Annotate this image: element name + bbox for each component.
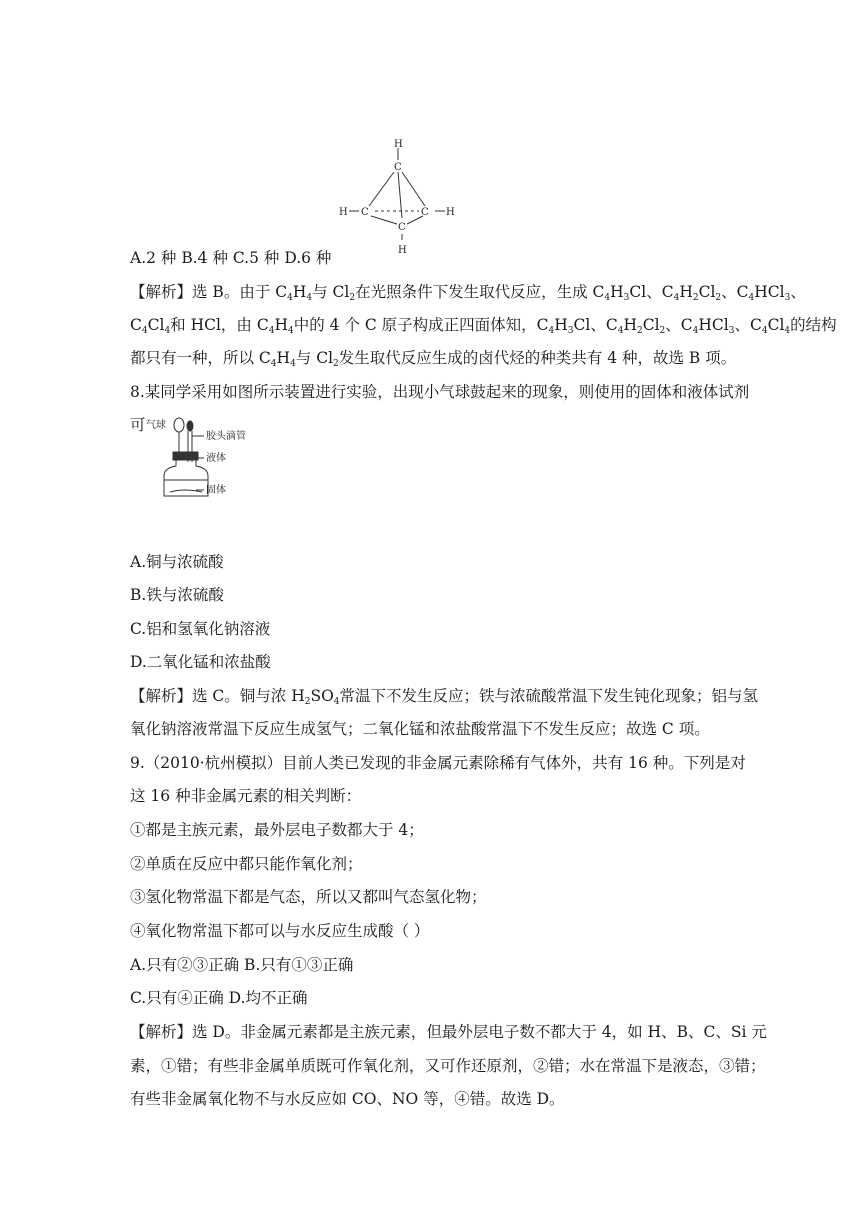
- q8-analysis-line-2: 氧化钠溶液常温下反应生成氢气；二氧化锰和浓盐酸常温下不发生反应；故选 C 项。: [130, 720, 710, 738]
- q8-option-a: A.铜与浓硫酸: [130, 553, 224, 571]
- atom-c-left: C: [361, 207, 369, 218]
- q8-option-c: C.铝和氢氧化钠溶液: [130, 620, 271, 638]
- q9-statement-2: ②单质在反应中都只能作氧化剂；: [130, 855, 363, 873]
- q8-analysis-line-1: 【解析】选 C。铜与浓 $H_2SO_4$常温下不发生反应；铁与浓硫酸常温下发生钝化现象；铝与氢: [130, 687, 759, 707]
- label-liquid: 液体: [206, 453, 226, 464]
- q8-option-b: B.铁与浓硫酸: [130, 586, 224, 604]
- q9-options-line-1: A.只有②③正确 B.只有①③正确: [130, 956, 354, 974]
- label-solid: 固体: [206, 485, 226, 496]
- q9-statement-3: ③氢化物常温下都是气态，所以又都叫气态氢化物；: [130, 888, 487, 906]
- q8-stem-line-2-prefix: 可: [130, 416, 146, 434]
- label-dropper: 胶头滴管: [206, 431, 246, 442]
- q9-statement-4: ④氧化物常温下都可以与水反应生成酸（ ）: [130, 922, 430, 940]
- atom-h-top: H: [394, 139, 403, 150]
- q9-analysis-line-2: 素，①错；有些非金属单质既可作氧化剂，又可作还原剂，②错；水在常温下是液态，③错；: [130, 1057, 766, 1075]
- atom-h-left: H: [339, 207, 348, 218]
- q7-analysis-line-1: 【解析】选 B。由于 $C_4H_4$与 $Cl_2$在光照条件下发生取代反应，生成 $C_4H_3Cl$、$C_4H_2Cl_2$、$C_4HCl_3$、: [130, 283, 806, 303]
- q9-stem-line-1: 9.（2010·杭州模拟）目前人类已发现的非金属元素除稀有气体外，共有 16 种。下列是对: [130, 754, 746, 772]
- q9-statement-1: ①都是主族元素，最外层电子数都大于 4；: [130, 821, 424, 839]
- molecule-figure: [335, 136, 465, 260]
- atom-c-top: C: [394, 162, 402, 173]
- q8-stem-line-1: 8.某同学采用如图所示装置进行实验，出现小气球鼓起来的现象，则使用的固体和液体试剂: [130, 383, 750, 401]
- q8-option-d: D.二氧化锰和浓盐酸: [130, 653, 271, 671]
- atom-c-bottom: C: [398, 222, 406, 233]
- atom-h-bottom: H: [398, 245, 407, 256]
- atom-h-right: H: [446, 207, 455, 218]
- q9-analysis-line-3: 有些非金属氧化物不与水反应如 CO、NO 等，④错。故选 D。: [130, 1090, 565, 1108]
- q7-analysis-line-2: $C_4Cl_4$和 HCl，由 $C_4H_4$中的 4 个 C 原子构成正四面体知，$C_4H_3Cl$、$C_4H_2Cl_2$、$C_4HCl_3$、$C_4Cl_4$的结构: [130, 316, 837, 336]
- apparatus-figure: [144, 414, 264, 502]
- atom-c-right: C: [421, 207, 429, 218]
- q7-options: A.2 种 B.4 种 C.5 种 D.6 种: [130, 249, 332, 267]
- q7-analysis-line-3: 都只有一种，所以 $C_4H_4$与 $Cl_2$发生取代反应生成的卤代烃的种类共有 4 种，故选 B 项。: [130, 349, 737, 369]
- label-balloon: 气球: [146, 420, 166, 431]
- q9-options-line-2: C.只有④正确 D.均不正确: [130, 989, 308, 1007]
- q9-analysis-line-1: 【解析】选 D。非金属元素都是主族元素，但最外层电子数不都大于 4，如 H、B、C、Si 元: [130, 1023, 767, 1041]
- q9-stem-line-2: 这 16 种非金属元素的相关判断：: [130, 787, 362, 805]
